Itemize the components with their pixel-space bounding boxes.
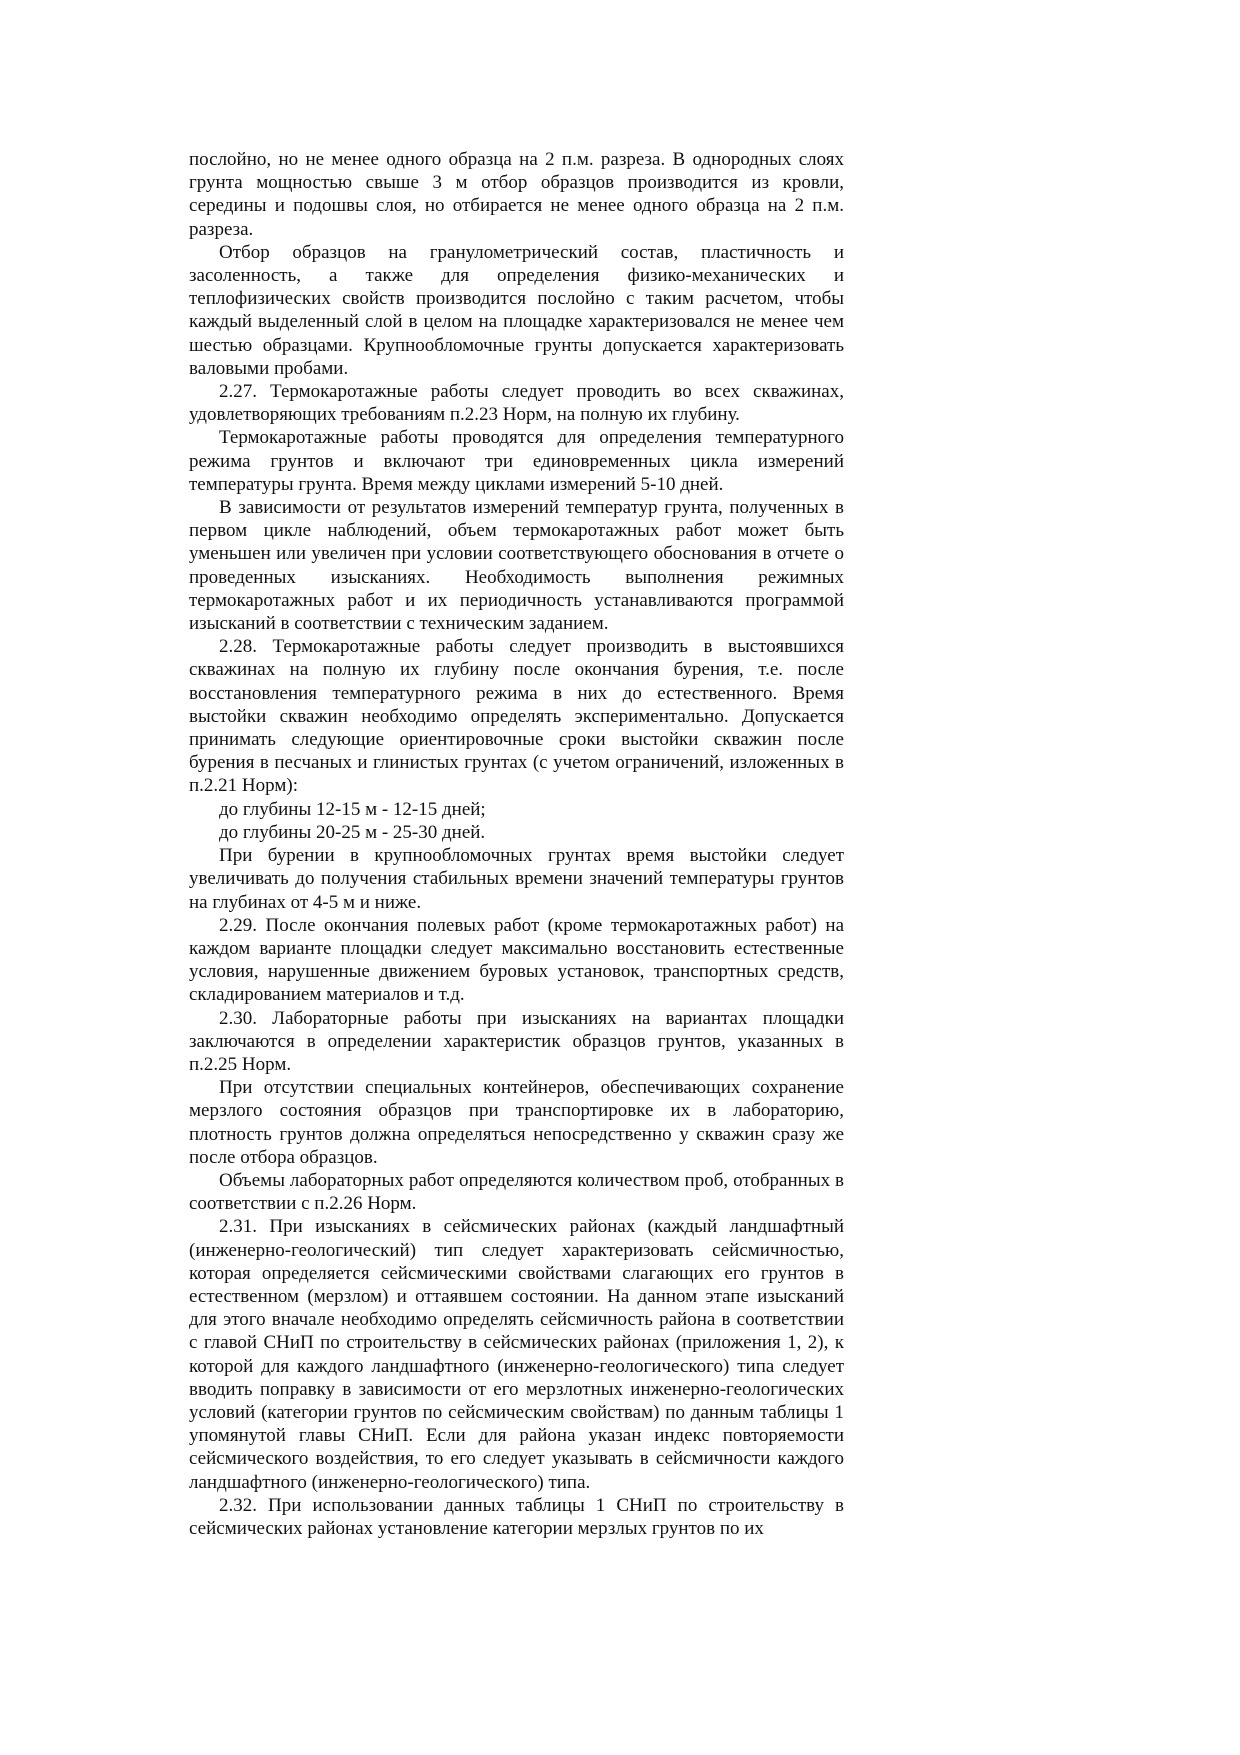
document-page bbox=[189, 148, 844, 1540]
paragraph-measurement-results: В зависимости от результатов измерений температур грунта, полученных в первом цикле наблюдений, объем термокаротажных работ может быть уменьшен или увеличен при условии соответствующего обоснования в отчете о проведенных изысканиях. Необходимость выполнения режимных термокаротажных работ и их периодичность устанавливаются программой изысканий в соответствии с техническим заданием. bbox=[189, 497, 844, 635]
paragraph-2-28: 2.28. Термокаротажные работы следует производить в выстоявшихся скважинах на полную их глубину после окончания бурения, т.е. после восстановления температурного режима в них до естественного. Время выстойки скважин необходимо определять экспериментально. Допускается принимать следующие ориентировочные сроки выстойки скважин после бурения в песчаных и глинистых грунтах (с учетом ограничений, изложенных в п.2.21 Норм): bbox=[189, 636, 844, 797]
paragraph-2-30: 2.30. Лабораторные работы при изысканиях на вариантах площадки заключаются в определении характеристик образцов грунтов, указанных в п.2.25 Норм. bbox=[189, 1007, 844, 1075]
paragraph-thermal-logging: Термокаротажные работы проводятся для определения температурного режима грунтов и включают три единовременных цикла измерений температуры грунта. Время между циклами измерений 5-10 дней. bbox=[189, 427, 844, 495]
paragraph-containers: При отсутствии специальных контейнеров, обеспечивающих сохранение мерзлого состояния образцов при транспортировке их в лабораторию, плотность грунтов должна определяться непосредственно у скважин сразу же после отбора образцов. bbox=[189, 1077, 844, 1168]
list-item-depth-20-25: до глубины 20-25 м - 25-30 дней. bbox=[219, 821, 486, 843]
paragraph-2-27: 2.27. Термокаротажные работы следует проводить во всех скважинах, удовлетворяющих требованиям п.2.23 Норм, на полную их глубину. bbox=[189, 381, 844, 426]
paragraph-coarse-soils: При бурении в крупнообломочных грунтах время выстойки следует увеличивать до получения стабильных времени значений температуры грунтов на глубинах от 4-5 м и ниже. bbox=[189, 845, 844, 913]
paragraph-lab-volumes: Объемы лабораторных работ определяются количеством проб, отобранных в соответствии с п.2.26 Норм. bbox=[189, 1169, 844, 1215]
paragraph-continuation: послойно, но не менее одного образца на 2 п.м. разреза. В однородных слоях грунта мощностью свыше 3 м отбор образцов производится из кровли, середины и подошвы слоя, но отбирается не менее одного образца на 2 п.м. разреза. bbox=[189, 149, 844, 240]
paragraph-2-29: 2.29. После окончания полевых работ (кроме термокаротажных работ) на каждом варианте площадки следует максимально восстановить естественные условия, нарушенные движением буровых установок, транспортных средств, складированием материалов и т.д. bbox=[189, 914, 844, 1006]
paragraph-sampling: Отбор образцов на гранулометрический состав, пластичность и засоленность, а также для определения физико-механических и теплофизических свойств производится послойно с таким расчетом, чтобы каждый выделенный слой в целом на площадке характеризовался не менее чем шестью образцами. Крупнообломочные грунты допускается характеризовать валовыми пробами. bbox=[189, 241, 844, 379]
paragraph-2-31: 2.31. При изысканиях в сейсмических районах (каждый ландшафтный (инженерно-геологический) тип следует характеризовать сейсмичностью, которая определяется сейсмическими свойствами слагающих его грунтов в естественном (мерзлом) и оттаявшем состоянии. На данном этапе изысканий для этого вначале необходимо определять сейсмичность района в соответствии с главой СНиП по строительству в сейсмических районах (приложения 1, 2), к которой для каждого ландшафтного (инженерно-геологического) типа следует вводить поправку в зависимости от его мерзлотных инженерно-геологических условий (категории грунтов по сейсмическим свойствам) по данным таблицы 1 упомянутой главы СНиП. Если для района указан индекс повторяемости сейсмического воздействия, то его следует указывать в сейсмичности каждого ландшафтного (инженерно-геологического) типа. bbox=[189, 1216, 844, 1493]
list-item-depth-12-15: до глубины 12-15 м - 12-15 дней; bbox=[219, 798, 486, 820]
paragraph-2-32: 2.32. При использовании данных таблицы 1 СНиП по строительству в сейсмических районах установление категории мерзлых грунтов по их bbox=[189, 1494, 844, 1539]
